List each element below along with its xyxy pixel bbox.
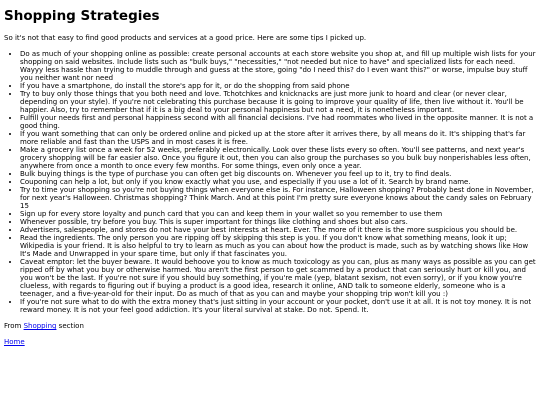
list-item: • Couponing can help a lot, but only if you know exactly what you use, and especially if you use a lot of it. Search by brand name. bbox=[20, 178, 536, 186]
list-item: • Sign up for every store loyalty and punch card that you can and keep them in your wallet so you remember to use them bbox=[20, 210, 536, 218]
list-item: • Advertisers, salespeople, and stores do not have your best interests at heart. Ever. The more of it there is the more suspicious you should be. bbox=[20, 226, 536, 234]
tips-list bbox=[4, 50, 536, 314]
source-prefix: From bbox=[4, 322, 24, 330]
list-item: • Caveat emptor: let the buyer beware. It would behoove you to know as much toxicology as you can, plus as many ways as possible as you can get ripped off by what you buy or otherwise harmed. You aren't the first person to get scammed by a product that can seriously hurt or kill you, and you won't be the last. If you're not sure if you should buy something, if you're male (yep, blatant sexism, not even sorry), or if you know you're clueless, with regards to figuring out if buying a product is a good idea, research it online, AND talk to someone elderly, someone who is a teenager, and a five-year-old for their input. Do as much of that as you can and maybe your shopping trip won't kill you :) bbox=[20, 258, 536, 298]
intro-paragraph: So it's not that easy to find good products and services at a good price. Here are some tips I picked up. bbox=[4, 34, 367, 42]
list-item: • Fulfill your needs first and personal happiness second with all financial decisions. I've had roommates who lived in the opposite manner. It is not a good thing. bbox=[20, 114, 536, 130]
list-item: • If you have a smartphone, do install the store's app for it, or do the shopping from said phone bbox=[20, 82, 536, 90]
list-item: • Whenever possible, try before you buy. This is super important for things like clothing and shoes but also cars. bbox=[20, 218, 536, 226]
home-line bbox=[4, 338, 536, 346]
shopping-section-link[interactable]: Shopping bbox=[23, 322, 57, 330]
list-item: • Try to time your shopping so you're not buying things when everyone else is. For instance, Halloween shopping? Probably best done in November, for next year's Halloween. Christmas shopping? Think March. And at this point I'm pretty sure everyone knows about the candy sales on February 15 bbox=[20, 186, 536, 210]
list-item: • If you want something that can only be ordered online and picked up at the store after it arrives there, by all means do it. It's shipping that's far more reliable and fast than the USPS and in most cases it is free. bbox=[20, 130, 536, 146]
list-item: • Read the ingredients. The only person you are ripping off by skipping this step is you. If you don't know what something means, look it up; Wikipedia is your friend. It is also helpful to try to learn as much as you can about how the product is made, such as by watching shows like How It's Made and Unwrapped in your spare time, but only if that fascinates you. bbox=[20, 234, 536, 258]
home-link[interactable]: Home bbox=[4, 338, 25, 346]
source-line bbox=[4, 322, 536, 330]
list-item: • Bulk buying things is the type of purchase you can often get big discounts on. Whenever you feel up to it, try to find deals. bbox=[20, 170, 536, 178]
list-item: • If you're not sure what to do with the extra money that's just sitting in your account or your pocket, don't use it at all. It is not toy money. It is not reward money. It is not your feel good addiction. It's your literal survival at stake. Do not. Spend. It. bbox=[20, 298, 536, 314]
list-item: • Make a grocery list once a week for 52 weeks, preferably electronically. Look over these lists every so often. You'll see patterns, and next year's grocery shopping will be far easier also. Once you figure it out, then you can also group the purchases so you bulk buy nonperishables less often, anywhere from once a month to once every few months. For some things, even only once a year. bbox=[20, 146, 536, 170]
list-item: • Do as much of your shopping online as possible: create personal accounts at each store website you shop at, and fill up multiple wish lists for your shopping on said websites. Include lists such as "bulk buys," "necessities," "not needed but nice to have" and specialized lists for each need. Wayyy less hassle than trying to muddle through and guess at the store, going "do I need this? do I even want this?" or worse, impulse buy stuff you neither want nor need bbox=[20, 50, 536, 82]
source-suffix: section bbox=[56, 322, 84, 330]
page-title: Shopping Strategies bbox=[4, 8, 160, 24]
list-item: • Try to buy only those things that you both need and love. Tchotchkes and knicknacks are just more junk to hoard and clear (or never clear, depending on your style). If you're not celebrating this purchase because it is going to improve your quality of life, then live without it. You'll be happier. Also, try to remember that if it is a big deal to your personal happiness but not a need, it is nonetheless important. bbox=[20, 90, 536, 114]
